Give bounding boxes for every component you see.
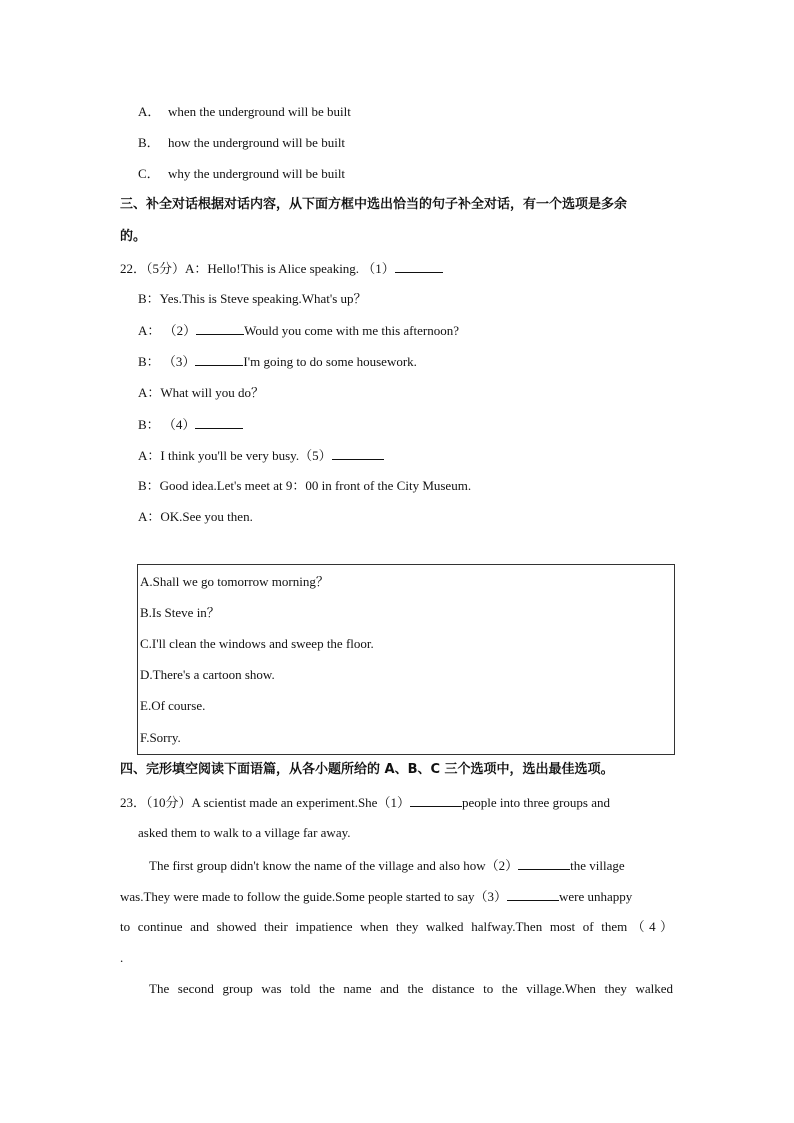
question-22-line <box>120 260 443 277</box>
option-letter: C． <box>138 166 160 181</box>
passage-text: people into three groups and <box>461 795 610 810</box>
option-letter: A． <box>138 104 161 119</box>
cloze-blank-1[interactable] <box>410 794 462 807</box>
dialogue-line <box>138 385 264 401</box>
dialogue-text: A：I think you'll be very busy.（5） <box>138 448 332 463</box>
dialogue-text: A：What will you do？ <box>138 385 265 400</box>
passage-line <box>120 888 632 905</box>
dialogue-line <box>138 478 471 494</box>
question-score: （5分） <box>146 261 186 276</box>
dialogue-line <box>138 509 253 525</box>
section-3-heading: 三、补全对话根据对话内容，从下面方框中选出恰当的句子补全对话，有一个选项是多余 <box>120 197 628 212</box>
dialogue-line <box>138 353 417 370</box>
option-text: why the underground will be built <box>168 166 346 181</box>
passage-text: was.They were made to follow the guide.Some people started to say（3） <box>120 889 508 904</box>
option-letter: B． <box>138 135 160 150</box>
box-option-c: C.I'll clean the windows and sweep the floor. <box>140 636 374 651</box>
answer-blank-2[interactable] <box>196 322 244 335</box>
dialogue-line <box>138 322 459 339</box>
option-text: how the underground will be built <box>168 135 346 150</box>
dialogue-text: I'm going to do some housework. <box>243 354 417 369</box>
dialogue-text: Would you come with me this afternoon? <box>244 323 459 338</box>
option-text: when the underground will be built <box>168 104 351 119</box>
passage-text: were unhappy <box>559 889 633 904</box>
cloze-blank-2[interactable] <box>518 857 570 870</box>
answer-blank-5[interactable] <box>332 447 384 460</box>
option-b <box>138 135 345 151</box>
dialogue-text: A：Hello!This is Alice speaking. （1） <box>185 261 395 276</box>
dialogue-text: B： （4） <box>138 417 196 432</box>
box-option-a: A.Shall we go tomorrow morning？ <box>140 574 329 589</box>
question-score: （10分） <box>146 795 192 810</box>
dialogue-text: B：Yes.This is Steve speaking.What's up？ <box>138 291 367 306</box>
passage-line: The second group was told the name and the distance to the village.When they walked <box>149 981 673 996</box>
passage-line: to continue and showed their impatience when they walked halfway.Then most of them（4） <box>120 919 673 934</box>
question-23-line <box>120 794 610 811</box>
cloze-blank-3[interactable] <box>507 888 559 901</box>
dialogue-line <box>138 416 243 433</box>
passage-line: . <box>120 950 124 965</box>
question-number: 22． <box>120 261 147 276</box>
dialogue-text: B： （3） <box>138 354 196 369</box>
question-number: 23． <box>120 795 147 810</box>
option-box <box>137 564 675 755</box>
dialogue-line <box>138 447 384 464</box>
dialogue-text: A： （2） <box>138 323 197 338</box>
answer-blank-1[interactable] <box>395 260 443 273</box>
box-option-d: D.There's a cartoon show. <box>140 667 275 682</box>
passage-text: A scientist made an experiment.She（1） <box>191 795 410 810</box>
option-c <box>138 166 345 182</box>
section-3-heading-cont: 的。 <box>120 229 147 244</box>
answer-blank-4[interactable] <box>195 416 243 429</box>
option-a <box>138 104 351 120</box>
answer-blank-3[interactable] <box>195 353 243 366</box>
box-option-f: F.Sorry. <box>140 730 181 745</box>
dialogue-line <box>138 291 367 307</box>
dialogue-text: A：OK.See you then. <box>138 509 253 524</box>
box-option-b: B.Is Steve in？ <box>140 605 220 620</box>
passage-line <box>149 857 625 874</box>
passage-line: asked them to walk to a village far away. <box>138 825 351 840</box>
dialogue-text: B：Good idea.Let's meet at 9：00 in front of the City Museum. <box>138 478 472 493</box>
section-4-heading: 四、完形填空阅读下面语篇，从各小题所给的 A、B、C 三个选项中，选出最佳选项。 <box>120 762 614 777</box>
passage-text: the village <box>570 858 625 873</box>
box-option-e: E.Of course. <box>140 698 206 713</box>
passage-text: The first group didn't know the name of the village and also how（2） <box>149 858 519 873</box>
